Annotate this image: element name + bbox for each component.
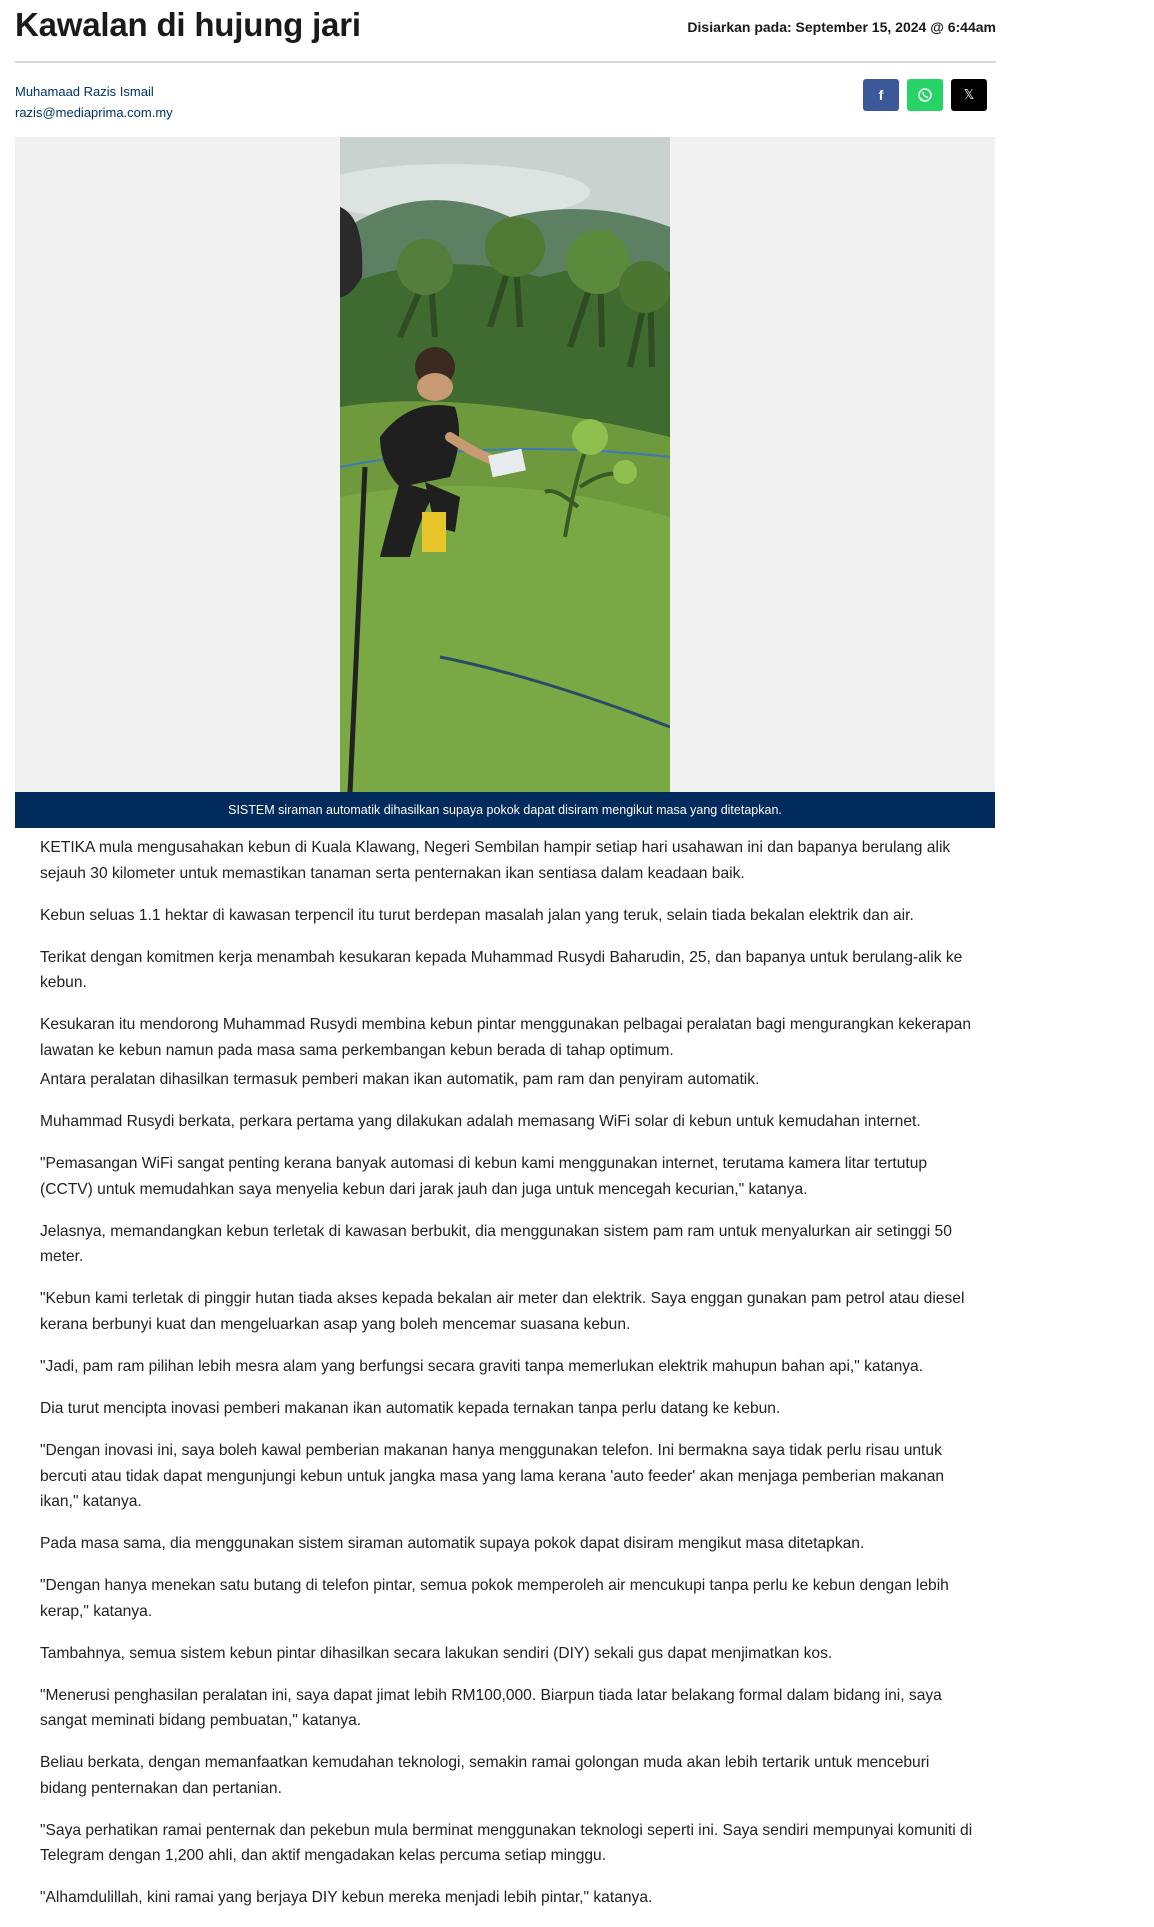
paragraph: Muhammad Rusydi berkata, perkara pertama yang dilakukan adalah memasang WiFi solar di kebun untuk kemudahan internet. [40, 1113, 921, 1131]
author-email[interactable]: razis@mediaprima.com.my [15, 105, 173, 120]
whatsapp-icon [917, 87, 933, 103]
author-name[interactable]: Muhamaad Razis Ismail [15, 84, 154, 99]
x-icon: 𝕏 [963, 87, 975, 102]
paragraph: Antara peralatan dihasilkan termasuk pemberi makan ikan automatik, pam ram dan penyiram automatik. [40, 1071, 760, 1089]
paragraph: "Dengan hanya menekan satu butang di telefon pintar, semua pokok memperoleh air mencukupi tanpa perlu ke kebun dengan lebih kerap," katanya. [40, 1577, 949, 1620]
paragraph: "Menerusi penghasilan peralatan ini, saya dapat jimat lebih RM100,000. Biarpun tiada latar belakang formal dalam bidang ini, saya sangat meminati bidang pembuatan," katanya. [40, 1686, 942, 1730]
paragraph: Dia turut mencipta inovasi pemberi makanan ikan automatik kepada ternakan tanpa perlu datang ke kebun. [40, 1400, 781, 1418]
header-divider [15, 61, 996, 63]
facebook-icon: f [878, 87, 884, 103]
article-image [15, 137, 995, 793]
paragraph: Pada masa sama, dia menggunakan sistem siraman automatik supaya pokok dapat disiram mengikut masa ditetapkan. [40, 1535, 865, 1553]
article-body [40, 835, 980, 1927]
paragraph: Terikat dengan komitmen kerja menambah kesukaran kepada Muhammad Rusydi Baharudin, 25, dan bapanya untuk berulang-alik ke kebun. [40, 948, 963, 992]
facebook-share-button[interactable] [863, 79, 899, 111]
man-crouching-in-hillside-farm-icon [340, 137, 670, 793]
paragraph: Jelasnya, memandangkan kebun terletak di kawasan berbukit, dia menggunakan sistem pam ram untuk menyalurkan air setinggi 50 meter. [40, 1222, 952, 1266]
paragraph: "Kebun kami terletak di pinggir hutan tiada akses kepada bekalan air meter dan elektrik. Saya enggan gunakan pam petrol atau diesel kerana berbunyi kuat dan mengeluarkan asap yang boleh mencemar suasana kebun. [40, 1290, 965, 1334]
paragraph: "Dengan inovasi ini, saya boleh kawal pemberian makanan hanya menggunakan telefon. Ini bermakna saya tidak perlu risau untuk bercuti atau tidak dapat mengunjungi kebun untuk jangka masa yang lama kerana 'auto feeder' akan menjaga pemberian makanan ikan," katanya. [40, 1442, 945, 1511]
paragraph: "Saya perhatikan ramai penternak dan pekebun mula berminat menggunakan teknologi seperti ini. Saya sendiri mempunyai komuniti di Telegram dengan 1,200 ahli, dan aktif mengadakan kelas percuma setiap minggu. [40, 1821, 973, 1865]
paragraph: "Alhamdulillah, kini ramai yang berjaya DIY kebun mereka menjadi lebih pintar," katanya. [40, 1889, 653, 1907]
share-bar [863, 79, 987, 111]
publish-date: Disiarkan pada: September 15, 2024 @ 6:44am [687, 19, 996, 35]
byline [15, 81, 173, 123]
x-share-button[interactable] [951, 79, 987, 111]
paragraph: KETIKA mula mengusahakan kebun di Kuala Klawang, Negeri Sembilan hampir setiap hari usahawan ini dan bapanya berulang alik sejauh 30 kilometer untuk memastikan tanaman serta penternakan ikan sentiasa dalam keadaan baik. [40, 839, 951, 882]
whatsapp-share-button[interactable] [907, 79, 943, 111]
paragraph: Beliau berkata, dengan memanfaatkan kemudahan teknologi, semakin ramai golongan muda akan lebih tertarik untuk menceburi bidang penternakan dan pertanian. [40, 1754, 930, 1797]
image-caption: SISTEM siraman automatik dihasilkan supaya pokok dapat disiram mengikut masa yang ditetapkan. [15, 792, 995, 828]
paragraph: Tambahnya, semua sistem kebun pintar dihasilkan secara lakukan sendiri (DIY) sekali gus dapat menjimatkan kos. [40, 1644, 833, 1662]
article-headline: Kawalan di hujung jari [15, 6, 361, 43]
paragraph: Kebun seluas 1.1 hektar di kawasan terpencil itu turut berdepan masalah jalan yang teruk, selain tiada bekalan elektrik dan air. [40, 906, 914, 924]
paragraph: Kesukaran itu mendorong Muhammad Rusydi membina kebun pintar menggunakan pelbagai peralatan bagi mengurangkan kekerapan lawatan ke kebun namun pada masa sama perkembangan kebun berada di tahap optimum. [40, 1016, 972, 1059]
paragraph: "Pemasangan WiFi sangat penting kerana banyak automasi di kebun kami menggunakan internet, terutama kamera litar tertutup (CCTV) untuk memudahkan saya menyelia kebun dari jarak jauh dan juga untuk mencegah kecurian," katanya. [40, 1155, 928, 1198]
paragraph: "Jadi, pam ram pilihan lebih mesra alam yang berfungsi secara graviti tanpa memerlukan elektrik mahupun bahan api," katanya. [40, 1358, 924, 1376]
